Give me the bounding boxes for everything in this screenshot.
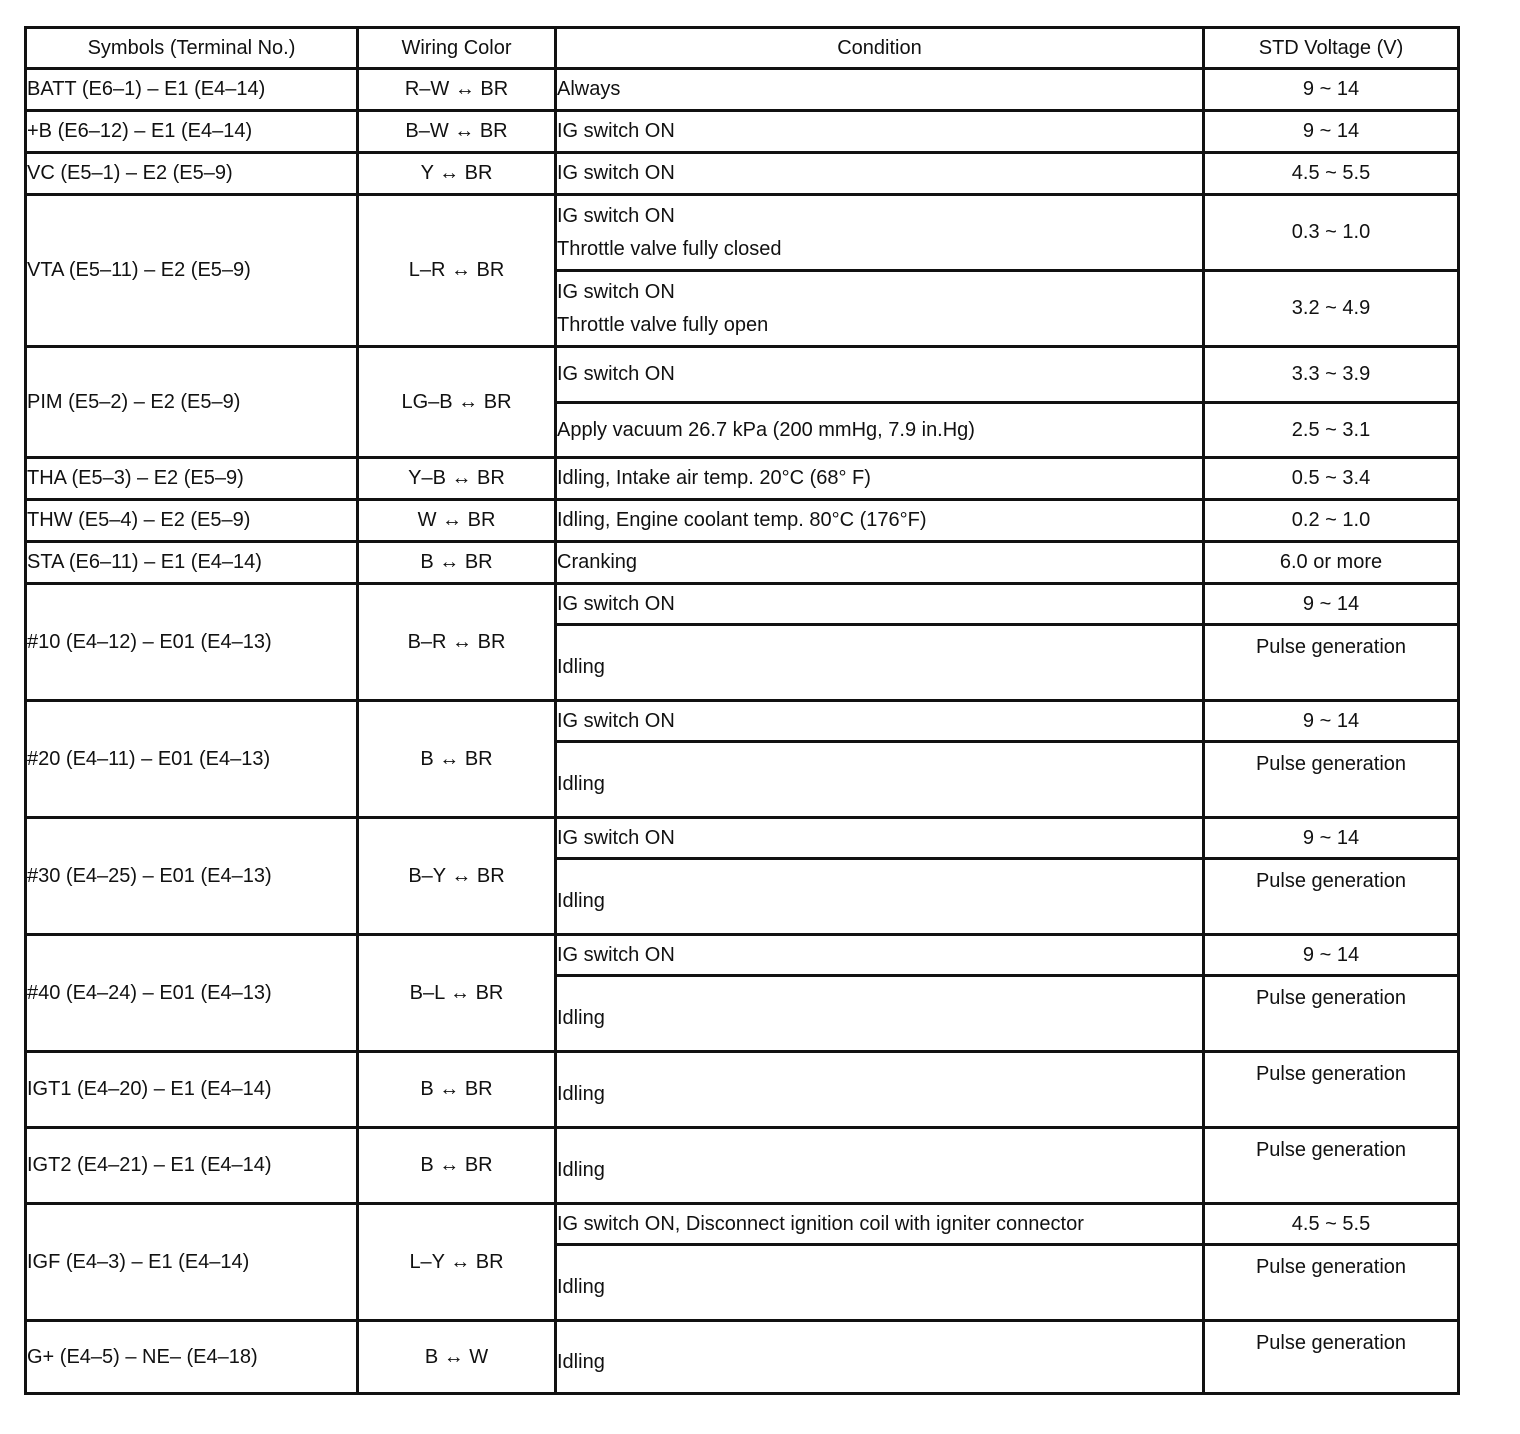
- condition-text: IG switch ON: [557, 363, 675, 385]
- condition-cell: [556, 69, 1204, 111]
- terminal-symbol: #10 (E4–12) – E01 (E4–13): [26, 584, 358, 701]
- wiring-color: L–Y ↔ BR: [358, 1204, 556, 1321]
- wiring-color: B–R ↔ BR: [358, 584, 556, 701]
- condition-text: IG switch ON, Disconnect ignition coil with igniter connector: [557, 1212, 1084, 1235]
- wiring-color: B ↔ BR: [358, 542, 556, 584]
- table-row: [26, 1128, 1459, 1204]
- condition-cell: [556, 1128, 1204, 1204]
- std-voltage: Pulse generation: [1204, 1128, 1459, 1204]
- condition-cell: [556, 1321, 1204, 1394]
- table-row: [26, 195, 1459, 271]
- wiring-color: R–W ↔ BR: [358, 69, 556, 111]
- wiring-color: B–Y ↔ BR: [358, 818, 556, 935]
- terminal-symbol: IGT2 (E4–21) – E1 (E4–14): [26, 1128, 358, 1204]
- terminal-symbol: #30 (E4–25) – E01 (E4–13): [26, 818, 358, 935]
- std-voltage: 4.5 ~ 5.5: [1204, 1204, 1459, 1245]
- std-voltage: Pulse generation: [1204, 1321, 1459, 1394]
- std-voltage: 0.3 ~ 1.0: [1204, 195, 1459, 271]
- condition-cell: [556, 195, 1204, 271]
- condition-text: Idling: [557, 1159, 605, 1181]
- condition-cell: [556, 111, 1204, 153]
- condition-cell: [556, 818, 1204, 859]
- table-body: [26, 69, 1459, 1394]
- std-voltage: Pulse generation: [1204, 976, 1459, 1052]
- std-voltage: 4.5 ~ 5.5: [1204, 153, 1459, 195]
- condition-text: IG switch ON: [557, 120, 675, 142]
- condition-text: Throttle valve fully open: [557, 313, 769, 336]
- condition-text: Idling: [557, 890, 605, 912]
- std-voltage: 9 ~ 14: [1204, 111, 1459, 153]
- header-condition: Condition: [556, 28, 1204, 69]
- condition-text: IG switch ON: [557, 592, 675, 615]
- terminal-symbol: +B (E6–12) – E1 (E4–14): [26, 111, 358, 153]
- condition-text: IG switch ON: [557, 943, 675, 966]
- condition-cell: [556, 1204, 1204, 1245]
- table-row: [26, 701, 1459, 742]
- terminal-symbol: VTA (E5–11) – E2 (E5–9): [26, 195, 358, 347]
- condition-text: Throttle valve fully closed: [557, 237, 782, 260]
- wiring-color: W ↔ BR: [358, 500, 556, 542]
- std-voltage: 0.2 ~ 1.0: [1204, 500, 1459, 542]
- std-voltage: Pulse generation: [1204, 742, 1459, 818]
- std-voltage: Pulse generation: [1204, 1245, 1459, 1321]
- wiring-color: B ↔ BR: [358, 701, 556, 818]
- table-row: [26, 818, 1459, 859]
- condition-text: Cranking: [557, 551, 638, 573]
- condition-cell: [556, 742, 1204, 818]
- header-symbols: Symbols (Terminal No.): [26, 28, 358, 69]
- condition-text: IG switch ON: [557, 162, 675, 184]
- condition-cell: [556, 500, 1204, 542]
- table-row: [26, 111, 1459, 153]
- table-row: [26, 542, 1459, 584]
- condition-cell: [556, 271, 1204, 347]
- wiring-color: B–W ↔ BR: [358, 111, 556, 153]
- condition-cell: [556, 1052, 1204, 1128]
- terminal-symbol: #40 (E4–24) – E01 (E4–13): [26, 935, 358, 1052]
- terminal-symbol: BATT (E6–1) – E1 (E4–14): [26, 69, 358, 111]
- terminal-symbol: #20 (E4–11) – E01 (E4–13): [26, 701, 358, 818]
- terminal-symbol: PIM (E5–2) – E2 (E5–9): [26, 347, 358, 458]
- condition-cell: [556, 625, 1204, 701]
- std-voltage: 2.5 ~ 3.1: [1204, 403, 1459, 458]
- wiring-color: B ↔ W: [358, 1321, 556, 1394]
- std-voltage: 9 ~ 14: [1204, 701, 1459, 742]
- condition-cell: [556, 403, 1204, 458]
- table-row: [26, 347, 1459, 403]
- std-voltage: Pulse generation: [1204, 1052, 1459, 1128]
- terminal-symbol: STA (E6–11) – E1 (E4–14): [26, 542, 358, 584]
- wiring-color: B–L ↔ BR: [358, 935, 556, 1052]
- table-row: [26, 458, 1459, 500]
- wiring-color: LG–B ↔ BR: [358, 347, 556, 458]
- std-voltage: 3.3 ~ 3.9: [1204, 347, 1459, 403]
- condition-text: IG switch ON: [557, 204, 675, 227]
- terminal-symbol: THW (E5–4) – E2 (E5–9): [26, 500, 358, 542]
- table-row: [26, 1204, 1459, 1245]
- condition-text: Idling: [557, 656, 605, 678]
- condition-cell: [556, 347, 1204, 403]
- wiring-color: Y ↔ BR: [358, 153, 556, 195]
- condition-text: IG switch ON: [557, 280, 675, 303]
- std-voltage: 3.2 ~ 4.9: [1204, 271, 1459, 347]
- condition-text: Idling: [557, 1007, 605, 1029]
- table-row: [26, 1321, 1459, 1394]
- condition-text: IG switch ON: [557, 826, 675, 849]
- terminal-voltage-table: [24, 26, 1460, 1395]
- table-row: [26, 69, 1459, 111]
- wiring-color: L–R ↔ BR: [358, 195, 556, 347]
- std-voltage: 6.0 or more: [1204, 542, 1459, 584]
- condition-cell: [556, 153, 1204, 195]
- table-header-row: [26, 28, 1459, 69]
- condition-text: Idling: [557, 773, 605, 795]
- terminal-symbol: IGF (E4–3) – E1 (E4–14): [26, 1204, 358, 1321]
- condition-cell: [556, 976, 1204, 1052]
- condition-text: Idling: [557, 1083, 605, 1105]
- condition-text: Idling, Intake air temp. 20°C (68° F): [557, 467, 871, 489]
- terminal-symbol: VC (E5–1) – E2 (E5–9): [26, 153, 358, 195]
- std-voltage: 9 ~ 14: [1204, 818, 1459, 859]
- condition-cell: [556, 935, 1204, 976]
- std-voltage: Pulse generation: [1204, 859, 1459, 935]
- header-wiring-color: Wiring Color: [358, 28, 556, 69]
- condition-text: Idling: [557, 1276, 605, 1298]
- condition-text: Idling, Engine coolant temp. 80°C (176°F): [557, 509, 927, 531]
- std-voltage: 9 ~ 14: [1204, 584, 1459, 625]
- terminal-symbol: G+ (E4–5) – NE– (E4–18): [26, 1321, 358, 1394]
- condition-text: Always: [557, 78, 621, 100]
- terminal-symbol: IGT1 (E4–20) – E1 (E4–14): [26, 1052, 358, 1128]
- std-voltage: Pulse generation: [1204, 625, 1459, 701]
- table-row: [26, 584, 1459, 625]
- condition-text: Idling: [557, 1350, 605, 1373]
- table-row: [26, 935, 1459, 976]
- wiring-color: B ↔ BR: [358, 1052, 556, 1128]
- condition-cell: [556, 584, 1204, 625]
- std-voltage: 9 ~ 14: [1204, 935, 1459, 976]
- std-voltage: 9 ~ 14: [1204, 69, 1459, 111]
- header-std-voltage: STD Voltage (V): [1204, 28, 1459, 69]
- condition-cell: [556, 458, 1204, 500]
- condition-text: IG switch ON: [557, 709, 675, 732]
- table-row: [26, 1052, 1459, 1128]
- wiring-color: Y–B ↔ BR: [358, 458, 556, 500]
- std-voltage: 0.5 ~ 3.4: [1204, 458, 1459, 500]
- table-row: [26, 153, 1459, 195]
- condition-cell: [556, 859, 1204, 935]
- condition-cell: [556, 701, 1204, 742]
- condition-cell: [556, 1245, 1204, 1321]
- condition-text: Apply vacuum 26.7 kPa (200 mmHg, 7.9 in.Hg): [557, 418, 975, 441]
- condition-cell: [556, 542, 1204, 584]
- wiring-color: B ↔ BR: [358, 1128, 556, 1204]
- table-row: [26, 500, 1459, 542]
- terminal-symbol: THA (E5–3) – E2 (E5–9): [26, 458, 358, 500]
